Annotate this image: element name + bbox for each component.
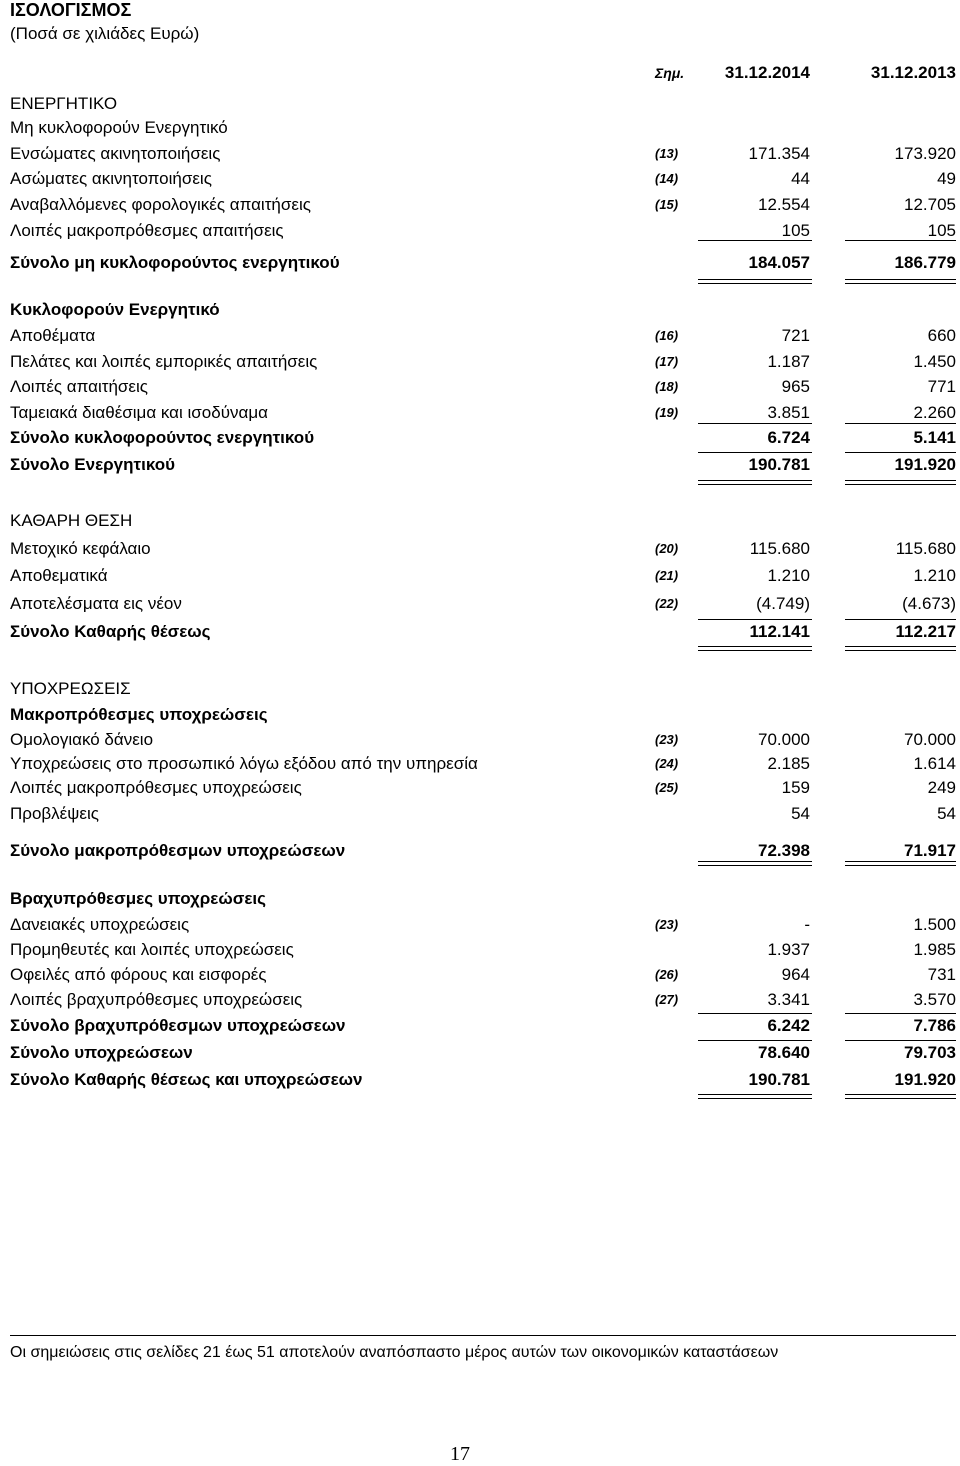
row-label: Αποτελέσματα εις νέον <box>10 594 182 613</box>
row-value-2014: (4.749) <box>756 594 810 613</box>
row-value-2014: - <box>804 915 810 934</box>
row-label: Λοιπές βραχυπρόθεσμες υποχρεώσεις <box>10 990 303 1009</box>
table-row <box>10 251 956 275</box>
table-row <box>10 453 956 477</box>
row-value-2013: 105 <box>927 221 956 240</box>
table-row <box>10 116 956 140</box>
row-value-2013: 173.920 <box>894 144 956 163</box>
row-label: Λοιπές μακροπρόθεσμες απαιτήσεις <box>10 221 284 240</box>
row-note: (26) <box>655 967 679 982</box>
row-value-2014: 159 <box>781 778 810 797</box>
table-row <box>10 509 956 533</box>
column-header-2013: 31.12.2013 <box>870 63 956 82</box>
total-underline <box>698 240 812 241</box>
row-value-2013: 1.985 <box>913 940 956 959</box>
page-subtitle: (Ποσά σε χιλιάδες Ευρώ) <box>10 24 200 43</box>
row-note: (16) <box>655 328 679 343</box>
table-row <box>10 802 956 826</box>
table-row <box>10 677 956 701</box>
row-note: (23) <box>655 732 679 747</box>
total-double-underline <box>698 1094 812 1099</box>
row-value-2013: 54 <box>937 804 956 823</box>
row-value-2014: 184.057 <box>748 253 810 272</box>
table-row <box>10 324 956 348</box>
total-underline <box>698 423 812 424</box>
row-value-2013: 191.920 <box>894 455 956 474</box>
total-underline <box>698 619 812 620</box>
row-label: Κυκλοφορούν Ενεργητικό <box>10 300 220 319</box>
row-label: Υποχρεώσεις στο προσωπικό λόγω εξόδου από την υπηρεσία <box>10 754 478 773</box>
row-value-2013: 186.779 <box>894 253 956 272</box>
footnote: Οι σημειώσεις στις σελίδες 21 έως 51 αποτελούν αναπόσπαστο μέρος αυτών των οικονομικών καταστάσεων <box>10 1344 779 1361</box>
row-label: Προμηθευτές και λοιπές υποχρεώσεις <box>10 940 294 959</box>
table-row <box>10 92 956 116</box>
row-label: Μετοχικό κεφάλαιο <box>10 539 151 558</box>
total-underline <box>845 1040 956 1041</box>
row-label: Λοιπές απαιτήσεις <box>10 377 148 396</box>
table-row <box>10 887 956 911</box>
row-note: (18) <box>655 379 679 394</box>
row-note: (21) <box>655 568 679 583</box>
row-value-2014: 6.724 <box>767 428 810 447</box>
row-label: Ενσώματες ακινητοποιήσεις <box>10 144 221 163</box>
row-label: Μακροπρόθεσμες υποχρεώσεις <box>10 705 268 724</box>
row-value-2014: 6.242 <box>767 1016 810 1035</box>
row-value-2014: 721 <box>781 326 810 345</box>
row-value-2014: 1.187 <box>767 352 810 371</box>
row-label: ΕΝΕΡΓΗΤΙΚΟ <box>10 94 118 113</box>
row-label: ΚΑΘΑΡΗ ΘΕΣΗ <box>10 511 133 530</box>
row-value-2014: 1.937 <box>767 940 810 959</box>
row-label: Σύνολο κυκλοφορούντος ενεργητικού <box>10 428 315 447</box>
row-value-2013: 660 <box>927 326 956 345</box>
row-note: (22) <box>655 596 679 611</box>
row-value-2013: 115.680 <box>895 539 956 558</box>
row-label: Σύνολο Καθαρής θέσεως <box>10 622 211 641</box>
table-row <box>10 752 956 776</box>
total-underline <box>845 423 956 424</box>
row-value-2013: 1.614 <box>913 754 956 773</box>
total-underline <box>845 452 956 453</box>
row-note: (25) <box>655 780 679 795</box>
total-underline <box>698 1013 812 1014</box>
row-value-2013: 79.703 <box>904 1043 956 1062</box>
row-value-2014: 44 <box>791 169 810 188</box>
row-note: (15) <box>655 197 679 212</box>
row-value-2013: 2.260 <box>913 403 956 422</box>
row-value-2013: 12.705 <box>904 195 956 214</box>
row-label: Δανειακές υποχρεώσεις <box>10 915 190 934</box>
row-value-2014: 1.210 <box>767 566 810 585</box>
row-note: (20) <box>655 541 679 556</box>
row-label: Αποθέματα <box>10 326 96 345</box>
total-underline <box>845 619 956 620</box>
row-value-2013: 1.210 <box>913 566 956 585</box>
table-row <box>10 938 956 962</box>
table-row <box>10 401 956 425</box>
row-value-2013: (4.673) <box>902 594 956 613</box>
column-header-note: Σημ. <box>655 65 685 81</box>
row-label: Σύνολο υποχρεώσεων <box>10 1043 193 1062</box>
table-row <box>10 988 956 1012</box>
row-value-2014: 70.000 <box>758 730 810 749</box>
table-row <box>10 703 956 727</box>
row-label: Σύνολο βραχυπρόθεσμων υποχρεώσεων <box>10 1016 346 1035</box>
row-note: (23) <box>655 917 679 932</box>
row-value-2013: 249 <box>927 778 956 797</box>
total-double-underline <box>698 646 812 651</box>
row-label: ΥΠΟΧΡΕΩΣΕΙΣ <box>10 679 131 698</box>
table-row <box>10 1014 956 1038</box>
row-value-2013: 7.786 <box>913 1016 956 1035</box>
row-value-2014: 54 <box>791 804 810 823</box>
row-note: (17) <box>655 354 679 369</box>
total-double-underline <box>845 646 956 651</box>
row-value-2013: 191.920 <box>894 1070 956 1089</box>
total-underline <box>698 1040 812 1041</box>
row-value-2014: 3.851 <box>767 403 810 422</box>
table-row <box>10 1068 956 1092</box>
row-label: Ασώματες ακινητοποιήσεις <box>10 169 212 188</box>
row-label: Σύνολο μη κυκλοφορούντος ενεργητικού <box>10 253 340 272</box>
row-label: Πελάτες και λοιπές εμπορικές απαιτήσεις <box>10 352 318 371</box>
total-double-underline <box>698 279 812 284</box>
table-row <box>10 167 956 191</box>
row-note: (14) <box>655 171 679 186</box>
column-header-row <box>10 61 956 85</box>
row-value-2014: 965 <box>781 377 810 396</box>
row-value-2014: 78.640 <box>758 1043 810 1062</box>
table-row <box>10 537 956 561</box>
row-label: Αποθεματικά <box>10 566 108 585</box>
row-value-2014: 171.354 <box>748 144 810 163</box>
row-label: Ομολογιακό δάνειο <box>10 730 154 749</box>
row-value-2014: 105 <box>781 221 810 240</box>
table-row <box>10 620 956 644</box>
table-row <box>10 1041 956 1065</box>
table-row <box>10 298 956 322</box>
total-double-underline <box>698 861 812 866</box>
row-value-2013: 731 <box>927 965 956 984</box>
total-underline <box>845 240 956 241</box>
page-number: 17 <box>450 1443 470 1465</box>
row-value-2013: 70.000 <box>904 730 956 749</box>
row-note: (24) <box>655 756 679 771</box>
row-label: Λοιπές μακροπρόθεσμες υποχρεώσεις <box>10 778 302 797</box>
row-label: Ταμειακά διαθέσιμα και ισοδύναμα <box>10 403 268 422</box>
row-value-2013: 49 <box>937 169 956 188</box>
total-double-underline <box>698 480 812 485</box>
table-row <box>10 839 956 863</box>
total-double-underline <box>845 480 956 485</box>
row-value-2014: 964 <box>781 965 810 984</box>
row-note: (27) <box>655 992 679 1007</box>
row-value-2014: 72.398 <box>758 841 810 860</box>
table-row <box>10 219 956 243</box>
row-label: Μη κυκλοφορούν Ενεργητικό <box>10 118 228 137</box>
table-row <box>10 963 956 987</box>
total-double-underline <box>845 861 956 866</box>
total-underline <box>845 1013 956 1014</box>
row-label: Βραχυπρόθεσμες υποχρεώσεις <box>10 889 266 908</box>
table-row <box>10 142 956 166</box>
table-row <box>10 426 956 450</box>
row-value-2014: 190.781 <box>748 455 810 474</box>
table-row <box>10 350 956 374</box>
row-value-2013: 71.917 <box>904 841 956 860</box>
table-row <box>10 375 956 399</box>
page-title: ΙΣΟΛΟΓΙΣΜΟΣ <box>10 0 132 20</box>
row-value-2014: 3.341 <box>767 990 810 1009</box>
footer-divider <box>10 1335 956 1336</box>
row-note: (19) <box>655 405 679 420</box>
row-label: Σύνολο Καθαρής θέσεως και υποχρεώσεων <box>10 1070 363 1089</box>
row-note: (13) <box>655 146 679 161</box>
row-value-2013: 1.500 <box>913 915 956 934</box>
row-value-2014: 2.185 <box>767 754 810 773</box>
row-label: Σύνολο Ενεργητικού <box>10 455 176 474</box>
row-value-2014: 112.141 <box>749 622 810 641</box>
table-row <box>10 564 956 588</box>
total-double-underline <box>845 279 956 284</box>
row-value-2013: 5.141 <box>913 428 956 447</box>
row-value-2013: 1.450 <box>913 352 956 371</box>
row-value-2014: 115.680 <box>749 539 810 558</box>
row-label: Οφειλές από φόρους και εισφορές <box>10 965 267 984</box>
table-row <box>10 728 956 752</box>
table-row <box>10 776 956 800</box>
table-row <box>10 592 956 616</box>
row-value-2013: 771 <box>927 377 956 396</box>
column-header-2014: 31.12.2014 <box>724 63 810 82</box>
row-value-2013: 112.217 <box>895 622 956 641</box>
row-label: Αναβαλλόμενες φορολογικές απαιτήσεις <box>10 195 311 214</box>
total-double-underline <box>845 1094 956 1099</box>
table-row <box>10 913 956 937</box>
row-label: Σύνολο μακροπρόθεσμων υποχρεώσεων <box>10 841 346 860</box>
row-value-2014: 190.781 <box>748 1070 810 1089</box>
row-value-2013: 3.570 <box>913 990 956 1009</box>
table-row <box>10 193 956 217</box>
row-label: Προβλέψεις <box>10 804 99 823</box>
row-value-2014: 12.554 <box>758 195 810 214</box>
total-underline <box>698 452 812 453</box>
